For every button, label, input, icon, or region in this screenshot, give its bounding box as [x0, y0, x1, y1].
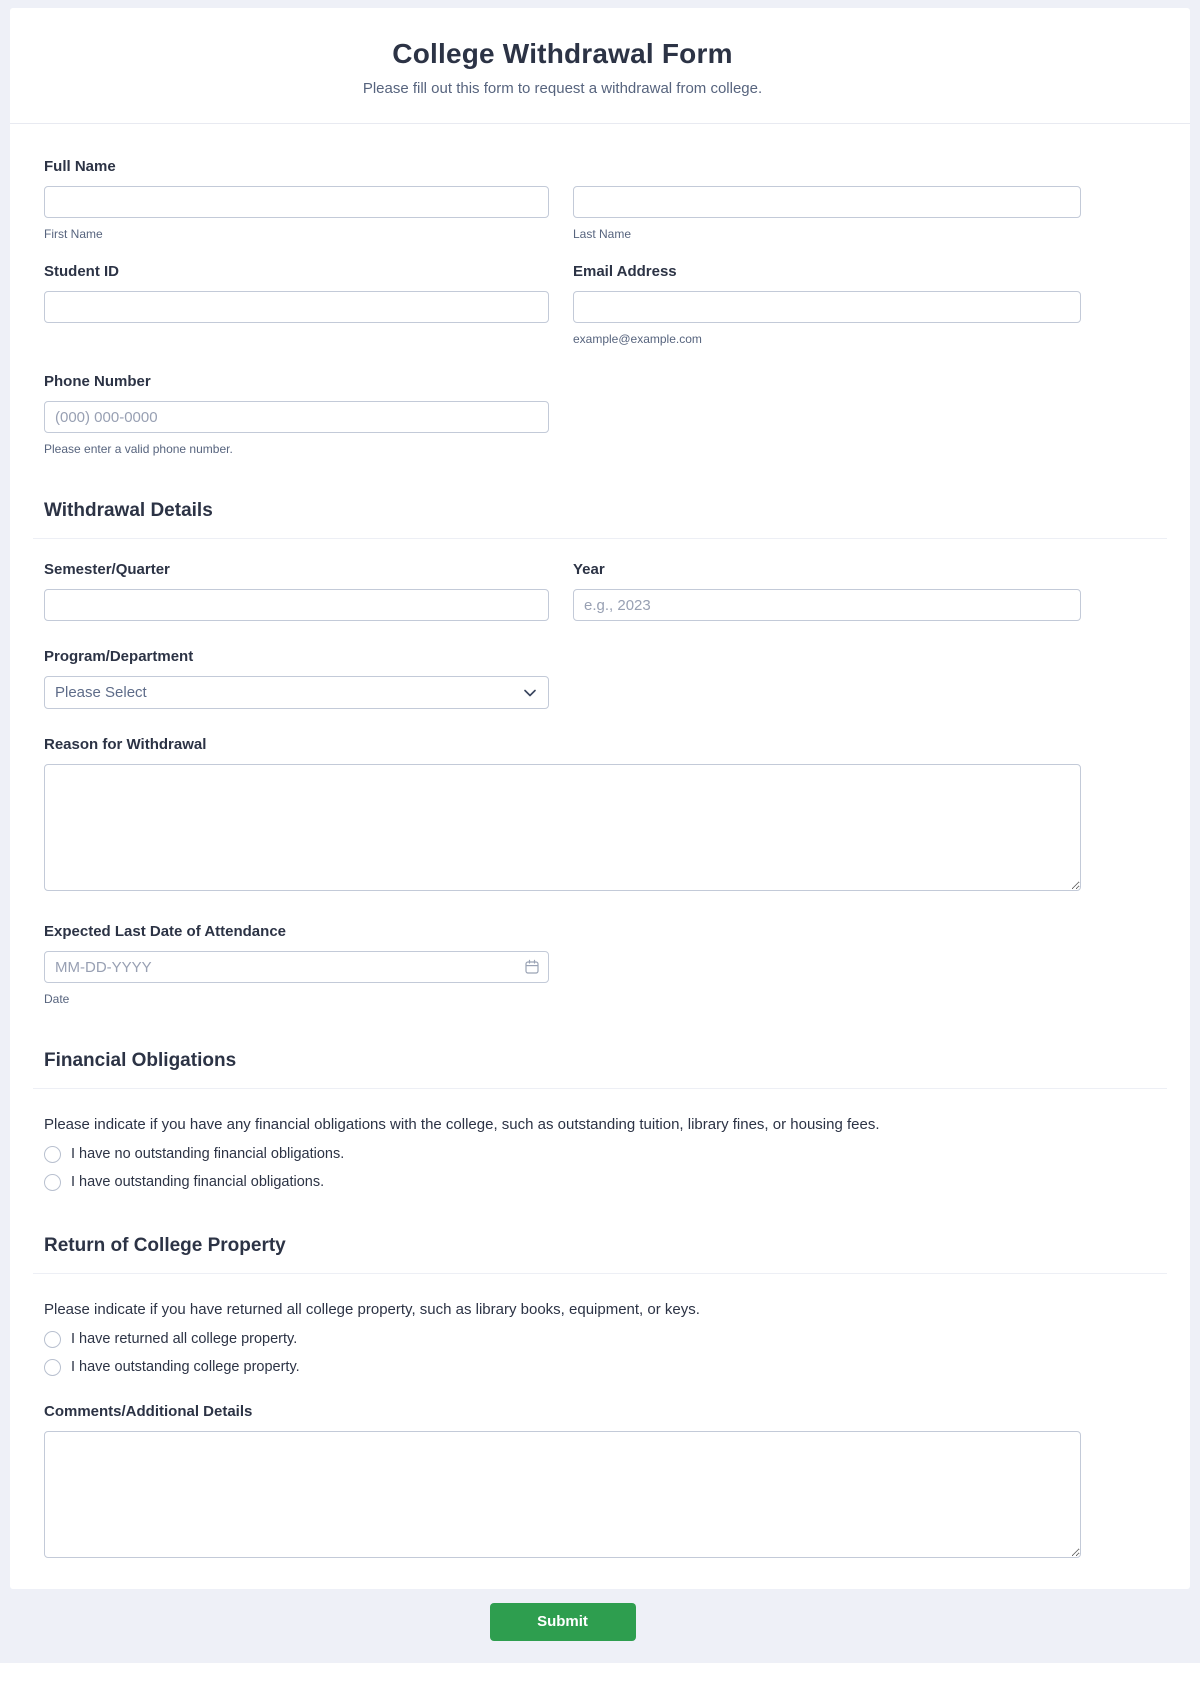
phone-label: Phone Number [44, 373, 151, 390]
student-id-input[interactable] [44, 291, 549, 323]
college-property-heading: Return of College Property [44, 1234, 286, 1256]
section-divider [33, 1273, 1167, 1274]
financial-obligations-description: Please indicate if you have any financial obligations with the college, such as outstanding tuition, library fines, or housing fees. [44, 1116, 880, 1133]
reason-textarea[interactable] [44, 764, 1081, 891]
form-header [44, 8, 1081, 123]
section-divider [33, 1088, 1167, 1089]
program-select-value: Please Select [55, 684, 147, 701]
radio-option-label: I have no outstanding financial obligations. [71, 1146, 345, 1163]
radio-button[interactable] [44, 1174, 61, 1191]
email-input[interactable] [573, 291, 1081, 323]
date-sublabel: Date [44, 992, 70, 1006]
last-date-label: Expected Last Date of Attendance [44, 923, 286, 940]
program-label: Program/Department [44, 648, 194, 665]
radio-option-outstanding-financial-obligations[interactable] [44, 1174, 1081, 1191]
radio-option-outstanding-property[interactable] [44, 1359, 1081, 1376]
comments-textarea[interactable] [44, 1431, 1081, 1558]
first-name-input[interactable] [44, 186, 549, 218]
program-select[interactable] [44, 676, 549, 709]
radio-button[interactable] [44, 1359, 61, 1376]
reason-label: Reason for Withdrawal [44, 736, 207, 753]
radio-option-label: I have outstanding financial obligations. [71, 1174, 325, 1191]
page-title: College Withdrawal Form [392, 38, 733, 69]
financial-obligations-heading: Financial Obligations [44, 1050, 237, 1071]
header-divider [10, 123, 1190, 124]
submit-row [44, 1603, 1081, 1641]
footer-strip [0, 1663, 1200, 1683]
email-label: Email Address [573, 263, 677, 280]
last-name-sublabel: Last Name [573, 227, 632, 241]
date-input[interactable] [44, 951, 549, 983]
comments-label: Comments/Additional Details [44, 1402, 253, 1420]
first-name-sublabel: First Name [44, 227, 103, 241]
year-input[interactable] [573, 589, 1081, 621]
email-sublabel: example@example.com [573, 332, 702, 346]
radio-button[interactable] [44, 1331, 61, 1348]
radio-option-no-financial-obligations[interactable] [44, 1146, 1081, 1163]
phone-sublabel: Please enter a valid phone number. [44, 442, 233, 456]
full-name-label: Full Name [44, 158, 116, 175]
calendar-icon[interactable] [524, 959, 540, 975]
submit-button[interactable]: Submit [490, 1603, 636, 1641]
form-card [10, 8, 1190, 1589]
year-label: Year [573, 561, 605, 578]
last-name-input[interactable] [573, 186, 1081, 218]
radio-option-label: I have outstanding college property. [71, 1359, 300, 1375]
phone-input[interactable] [44, 401, 549, 433]
radio-option-returned-all-property[interactable] [44, 1331, 1081, 1348]
withdrawal-details-heading: Withdrawal Details [44, 500, 213, 521]
page-subtitle: Please fill out this form to request a withdrawal from college. [362, 80, 763, 97]
radio-option-label: I have returned all college property. [71, 1331, 298, 1347]
semester-label: Semester/Quarter [44, 561, 170, 578]
semester-input[interactable] [44, 589, 549, 621]
radio-button[interactable] [44, 1146, 61, 1163]
section-divider [33, 538, 1167, 539]
college-property-description: Please indicate if you have returned all college property, such as library books, equipment, or keys. [44, 1300, 700, 1318]
student-id-label: Student ID [44, 263, 119, 280]
chevron-down-icon [524, 689, 536, 697]
